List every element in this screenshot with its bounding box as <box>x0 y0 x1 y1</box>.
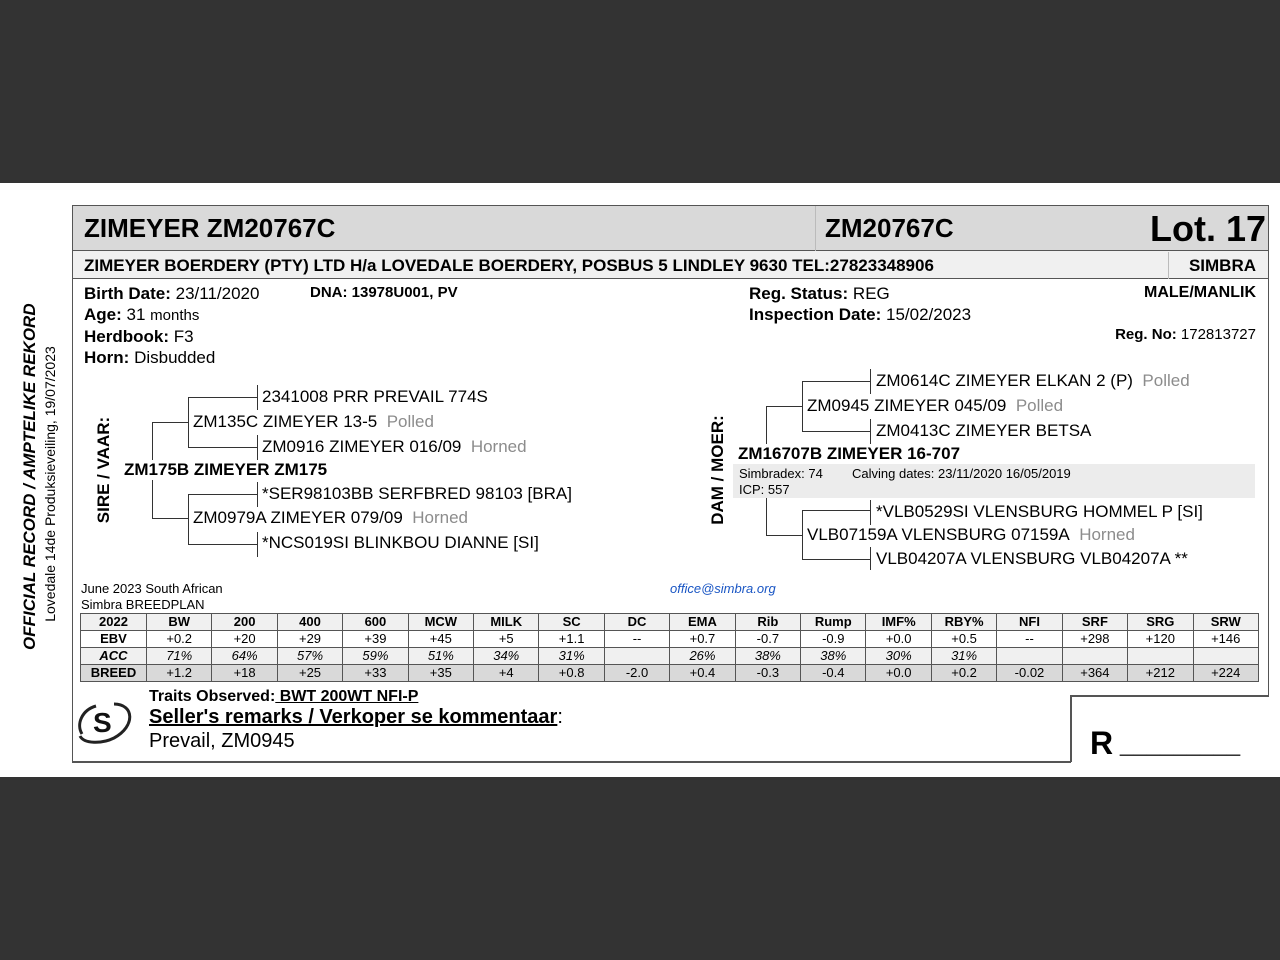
table-cell <box>1128 648 1193 665</box>
breed: SIMBRA <box>1188 256 1256 275</box>
price-label: R <box>1090 725 1114 761</box>
table-cell: +5 <box>474 631 539 648</box>
table-cell: 34% <box>474 648 539 665</box>
table-cell: SRW <box>1193 614 1259 631</box>
svg-text:S: S <box>93 707 112 738</box>
table-cell: +1.1 <box>539 631 604 648</box>
table-cell: MCW <box>408 614 473 631</box>
table-cell: +0.7 <box>670 631 735 648</box>
table-cell: Rib <box>735 614 800 631</box>
table-cell: MILK <box>474 614 539 631</box>
seller-remarks-label: Seller's remarks / Verkoper se kommentaar: <box>149 706 563 728</box>
table-cell: +212 <box>1128 665 1193 682</box>
table-cell <box>1193 648 1259 665</box>
animal-name: ZIMEYER ZM20767C <box>84 213 336 243</box>
table-cell: 38% <box>735 648 800 665</box>
table-cell: 51% <box>408 648 473 665</box>
table-cell: 71% <box>147 648 212 665</box>
table-cell: 31% <box>931 648 996 665</box>
sire-label: SIRE / VAAR: <box>94 416 113 524</box>
table-cell: SC <box>539 614 604 631</box>
table-cell: RBY% <box>931 614 996 631</box>
sex: MALE/MANLIK <box>1144 284 1256 301</box>
table-cell: +120 <box>1128 631 1193 648</box>
table-row-acc <box>81 648 1259 665</box>
table-cell: 2022 <box>81 614 147 631</box>
table-cell <box>1062 648 1127 665</box>
paternal-granddam: ZM0979A ZIMEYER 079/09 Horned <box>193 508 468 527</box>
maternal-gg-sire-2: *VLB0529SI VLENSBURG HOMMEL P [SI] <box>876 502 1203 521</box>
table-cell: SRF <box>1062 614 1127 631</box>
dna: DNA: 13978U001, PV <box>310 284 458 301</box>
table-cell: +25 <box>277 665 342 682</box>
dam-name: ZM16707B ZIMEYER 16-707 <box>738 444 961 463</box>
sale-label: Lovedale 14de Produksieveiling, 19/07/2023 <box>42 346 58 622</box>
table-cell: +0.4 <box>670 665 735 682</box>
table-cell: 38% <box>801 648 866 665</box>
table-cell: BW <box>147 614 212 631</box>
table-cell: +29 <box>277 631 342 648</box>
table-cell: 26% <box>670 648 735 665</box>
table-cell: +298 <box>1062 631 1127 648</box>
table-cell: +4 <box>474 665 539 682</box>
sire-name: ZM175B ZIMEYER ZM175 <box>124 460 328 479</box>
table-cell: +224 <box>1193 665 1259 682</box>
table-cell: 31% <box>539 648 604 665</box>
table-cell: +364 <box>1062 665 1127 682</box>
table-row-ebv <box>81 631 1259 648</box>
table-cell: Rump <box>801 614 866 631</box>
animal-id: ZM20767C <box>825 213 954 243</box>
table-cell: +0.0 <box>866 665 931 682</box>
table-cell: ACC <box>81 648 147 665</box>
table-cell: +0.0 <box>866 631 931 648</box>
table-cell: +0.8 <box>539 665 604 682</box>
dam-calving-dates: Calving dates: 23/11/2020 16/05/2019 <box>852 466 1071 481</box>
paternal-gg-sire-2: *SER98103BB SERFBRED 98103 [BRA] <box>262 484 572 503</box>
price-blank[interactable]: _________ <box>1120 730 1241 757</box>
table-cell: 30% <box>866 648 931 665</box>
maternal-gg-sire: ZM0614C ZIMEYER ELKAN 2 (P) Polled <box>876 371 1190 390</box>
table-cell: NFI <box>997 614 1062 631</box>
table-cell: +0.2 <box>931 665 996 682</box>
table-cell: 200 <box>212 614 277 631</box>
table-cell: -- <box>604 631 669 648</box>
table-cell: EMA <box>670 614 735 631</box>
table-cell: -- <box>997 631 1062 648</box>
table-cell: -2.0 <box>604 665 669 682</box>
table-cell: 64% <box>212 648 277 665</box>
maternal-gg-dam-2: VLB04207A VLENSBURG VLB04207A ** <box>876 549 1188 568</box>
table-cell: 57% <box>277 648 342 665</box>
table-cell: +20 <box>212 631 277 648</box>
maternal-granddam: VLB07159A VLENSBURG 07159A Horned <box>807 525 1135 544</box>
paternal-great-grandsire: 2341008 PRR PREVAIL 774S <box>262 387 488 406</box>
table-cell: 59% <box>343 648 408 665</box>
table-cell: +1.2 <box>147 665 212 682</box>
maternal-grandsire: ZM0945 ZIMEYER 045/09 Polled <box>807 396 1064 415</box>
table-cell: +18 <box>212 665 277 682</box>
table-row-breed <box>81 665 1259 682</box>
table-cell: 600 <box>343 614 408 631</box>
traits-observed: Traits Observed: BWT 200WT NFI-P <box>149 688 419 705</box>
lot-number: Lot. 17 <box>1149 208 1266 249</box>
table-cell <box>997 648 1062 665</box>
table-cell: +0.5 <box>931 631 996 648</box>
table-cell: -0.3 <box>735 665 800 682</box>
table-cell: BREED <box>81 665 147 682</box>
table-cell: +45 <box>408 631 473 648</box>
maternal-gg-dam: ZM0413C ZIMEYER BETSA <box>876 421 1092 440</box>
table-cell: EBV <box>81 631 147 648</box>
table-cell: DC <box>604 614 669 631</box>
breeder-info: ZIMEYER BOERDERY (PTY) LTD H/a LOVEDALE BOERDERY, POSBUS 5 LINDLEY 9630 TEL:27823348906 <box>84 256 934 275</box>
paternal-gg-dam-2: *NCS019SI BLINKBOU DIANNE [SI] <box>262 533 539 552</box>
table-cell: +39 <box>343 631 408 648</box>
table-header-row <box>81 614 1259 631</box>
simbra-logo-icon <box>74 696 138 748</box>
table-cell: SRG <box>1128 614 1193 631</box>
table-cell: -0.4 <box>801 665 866 682</box>
ebv-table <box>80 613 1259 682</box>
dam-simbradex: Simbradex: 74 <box>739 466 823 481</box>
dam-icp: ICP: 557 <box>739 482 790 497</box>
animal-details: Birth Date: 23/11/2020 Age: 31 months Herdbook: F3 Horn: Disbudded <box>84 284 260 367</box>
table-cell: +0.2 <box>147 631 212 648</box>
dam-label: DAM / MOER: <box>708 415 727 525</box>
seller-remarks: Prevail, ZM0945 <box>149 730 295 752</box>
table-cell: IMF% <box>866 614 931 631</box>
table-cell: +33 <box>343 665 408 682</box>
paternal-great-granddam: ZM0916 ZIMEYER 016/09 Horned <box>262 437 527 456</box>
table-cell: +146 <box>1193 631 1259 648</box>
breedplan-title: June 2023 South African Simbra BREEDPLAN <box>81 581 223 612</box>
table-cell: -0.7 <box>735 631 800 648</box>
email-link[interactable]: office@simbra.org <box>670 581 776 596</box>
table-cell <box>604 648 669 665</box>
reg-no: Reg. No: 172813727 <box>1115 326 1256 343</box>
official-record-label: OFFICIAL RECORD / AMPTELIKE REKORD <box>20 303 39 650</box>
table-cell: -0.9 <box>801 631 866 648</box>
table-cell: 400 <box>277 614 342 631</box>
registration-details: Reg. Status: REG Inspection Date: 15/02/2023 <box>749 284 972 324</box>
table-cell: -0.02 <box>997 665 1062 682</box>
paternal-grandsire: ZM135C ZIMEYER 13-5 Polled <box>193 412 434 431</box>
table-cell: +35 <box>408 665 473 682</box>
